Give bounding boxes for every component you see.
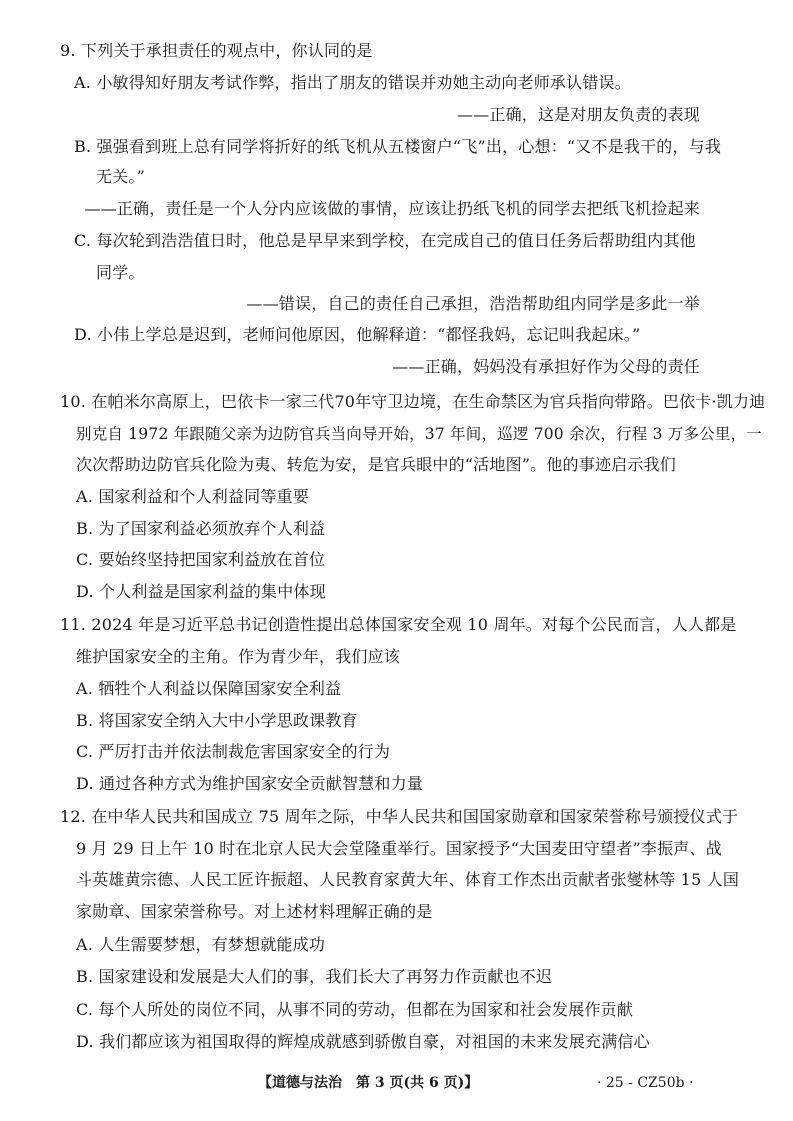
footer-subject-page: 【道德与法治 第 3 页(共 6 页)】 (258, 1075, 479, 1091)
question-9-option-b-continued: 无关。” (96, 167, 145, 186)
question-10-option-a: A. 国家利益和个人利益同等重要 (76, 487, 309, 506)
question-12-stem-line-1: 12. 在中华人民共和国成立 75 周年之际，中华人民共和国国家勋章和国家荣誉称号颁授仪式于 (60, 807, 739, 826)
question-10-stem-line-3: 次次帮助边防官兵化险为夷、转危为安，是官兵眼中的“活地图”。他的事迹启示我们 (76, 455, 676, 474)
question-10-option-c: C. 要始终坚持把国家利益放在首位 (76, 550, 326, 569)
question-10-option-d: D. 个人利益是国家利益的集中体现 (76, 582, 326, 601)
footer-exam-code: · 25 - CZ50b · (597, 1075, 694, 1091)
question-12-stem-line-3: 斗英雄黄宗德、人民工匠许振超、人民教育家黄大年、体育工作杰出贡献者张燮林等 15 人国 (76, 870, 740, 889)
question-10-option-b: B. 为了国家利益必须放弃个人利益 (76, 519, 326, 538)
question-12-option-a: A. 人生需要梦想，有梦想就能成功 (76, 935, 326, 954)
question-10-stem-line-1: 10. 在帕米尔高原上，巴依卡一家三代70年守卫边境，在生命禁区为官兵指向带路。巴依卡·凯力迪 (60, 392, 766, 411)
question-11-option-c: C. 严厉打击并依法制裁危害国家安全的行为 (76, 742, 391, 761)
question-9-option-c: C. 每次轮到浩浩值日时，他总是早早来到学校，在完成自己的值日任务后帮助组内其他 (74, 231, 696, 250)
question-12-option-d: D. 我们都应该为祖国取得的辉煌成就感到骄傲自豪，对祖国的未来发展充满信心 (76, 1032, 650, 1051)
question-9-option-a: A. 小敏得知好朋友考试作弊，指出了朋友的错误并劝她主动向老师承认错误。 (74, 73, 631, 92)
question-9-option-d: D. 小伟上学总是迟到，老师问他原因，他解释道：“都怪我妈，忘记叫我起床。” (74, 325, 641, 344)
question-12-option-c: C. 每个人所处的岗位不同，从事不同的劳动，但都在为国家和社会发展作贡献 (76, 1000, 634, 1019)
question-11-stem-line-2: 维护国家安全的主角。作为青少年，我们应该 (76, 647, 401, 666)
question-9-option-a-judgement: ——正确，这是对朋友负责的表现 (456, 105, 700, 124)
question-12-option-b: B. 国家建设和发展是大人们的事，我们长大了再努力作贡献也不迟 (76, 967, 553, 986)
question-11-option-b: B. 将国家安全纳入大中小学思政课教育 (76, 711, 358, 730)
question-9-stem: 9. 下列关于承担责任的观点中，你认同的是 (60, 41, 373, 60)
question-9-option-c-continued: 同学。 (96, 263, 145, 282)
question-12-stem-line-4: 家勋章、国家荣誉称号。对上述材料理解正确的是 (76, 902, 433, 921)
question-10-stem-line-2: 别克自 1972 年跟随父亲为边防官兵当向导开始，37 年间，巡逻 700 余次，行程 3 万多公里，一 (76, 425, 763, 443)
question-11-option-a: A. 牺牲个人利益以保障国家安全利益 (76, 679, 342, 698)
question-9-option-b-judgement: ——正确，责任是一个人分内应该做的事情，应该让扔纸飞机的同学去把纸飞机捡起来 (84, 199, 700, 218)
question-12-stem-line-2: 9 月 29 日上午 10 时在北京人民大会堂隆重举行。国家授予“大国麦田守望者”李振声、战 (76, 839, 722, 858)
question-11-stem-line-1: 11. 2024 年是习近平总书记创造性提出总体国家安全观 10 周年。对每个公民而言，人人都是 (60, 615, 737, 634)
question-9-option-b: B. 强强看到班上总有同学将折好的纸飞机从五楼窗户“飞”出，心想：“又不是我干的，与我 (74, 137, 722, 156)
question-9-option-d-judgement: ——正确，妈妈没有承担好作为父母的责任 (392, 357, 700, 376)
question-9-option-c-judgement: ——错误，自己的责任自己承担，浩浩帮助组内同学是多此一举 (246, 294, 700, 313)
question-11-option-d: D. 通过各种方式为维护国家安全贡献智慧和力量 (76, 774, 424, 793)
